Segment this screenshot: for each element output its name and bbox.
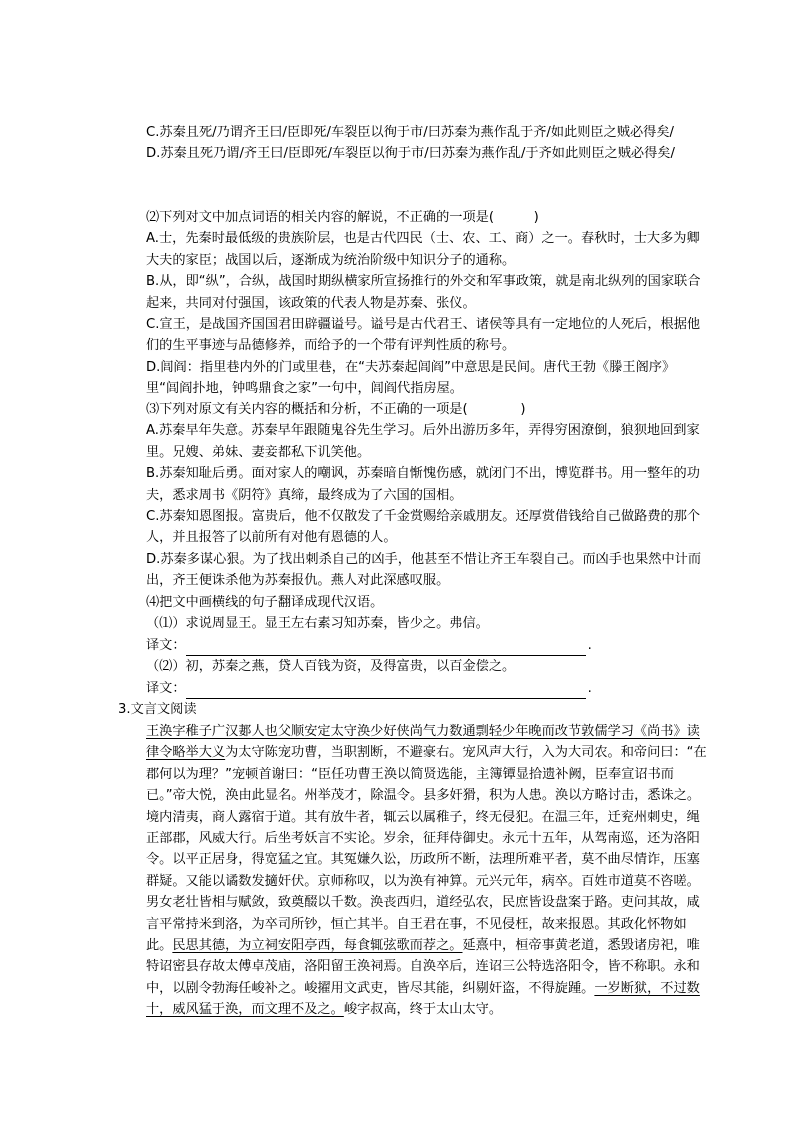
q1-option-c: C.苏秦且死/乃谓齐王曰/臣即死/车裂臣以徇于市/曰苏秦为燕作乱于齐/如此则臣之贼必得矣/: [146, 125, 674, 140]
passage-text-1: 为太守陈宠功曹，当职割断，不避豪右。宠风声大行，入为大司农。和帝问曰：“在郡何以为理？”宠顿首谢曰：“臣任功曹王涣以简贤选能，主簿镡显拾遗补阙，臣奉宣诏书而已。”帝大悦，涣由此显名。州举茂才，除温令。县多奸猾，积为人患。涣以方略讨击，悉诛之。境内清夷，商人露宿于道。其有放牛者，辄云以属稚子，终无侵犯。在温三年，迁兖州刺史，绳正部郡，风威大行。后坐考妖言不实论。岁余，征拜侍御史。永元十五年，从驾南巡，还为洛阳令。以平正居身，得宽猛之宜。其冤嫌久讼，历政所不断，法理所难平者，莫不曲尽情诈，压塞群疑。又能以谲数发擿奸伏。京师称叹，以为涣有神算。元兴元年，病卒。百姓市道莫不咨嗟。男女老壮皆相与赋敛，致奠醊以千数。涣丧西归，道经弘农，民庶皆设盘案于路。吏问其故，咸言平常持米到洛，为卒司所钞，恒亡其半。自王君在事，不见侵枉，故来报恩。其政化怀物如此。: [146, 745, 707, 954]
q2-option-c: C.宣王，是战国齐国国君田辟疆谥号。谥号是古代君王、诸侯等具有一定地位的人死后，根据他们的生平事迹与品德修养，而给予的一个带有评判性质的称号。: [146, 317, 701, 354]
q4-answer-row-2: [146, 678, 708, 699]
q2-option-a: A.士，先秦时最低级的贵族阶层，也是古代四民（士、农、工、商）之一。春秋时，士大多为卿大夫的家臣；战国以后，逐渐成为统治阶级中知识分子的通称。: [146, 231, 700, 268]
question-1-options: [146, 122, 708, 165]
question-4: [146, 592, 708, 699]
passage-underline-1: 王涣字稚子广汉郪人也父顺安定太守涣少好侠尚气力数通剽轻少年晚而改节敦儒学习《尚书》读律令略举大义: [146, 724, 700, 761]
q4-answer-period-2: .: [587, 680, 592, 696]
passage-paragraph: [146, 721, 708, 1021]
q2-option-d: D.闾阎：指里巷内外的门或里巷，在“夫苏秦起闾阎”中意思是民间。唐代王勃《滕王阁序》里“闾阎扑地，钟鸣鼎食之家”一句中，闾阎代指房屋。: [146, 359, 676, 397]
q4-answer-row-1: [146, 635, 708, 656]
passage-text-3: 峻字叔高，终于太山太守。: [343, 1002, 503, 1018]
q4-item-2: （⑵）初，苏秦之燕，贷人百钱为资，及得富贵，以百金偿之。: [146, 659, 516, 675]
q1-option-d: D.苏秦且死乃谓/齐王曰/臣即死/车裂臣以徇于市/曰苏秦为燕作乱/于齐如此则臣之贼必得矣/: [146, 146, 675, 162]
q3-option-a: A.苏秦早年失意。苏秦早年跟随鬼谷先生学习。后外出游历多年，弄得穷困潦倒，狼狈地回到家里。兄嫂、弟妹、妻妾都私下讥笑他。: [146, 423, 700, 460]
q3-option-d: D.苏秦多谋心狠。为了找出刺杀自己的凶手，他甚至不惜让齐王车裂自己。而凶手也果然中计而出，齐王便诛杀他为苏秦报仇。燕人对此深感叹服。: [146, 551, 702, 589]
question-3: [146, 399, 708, 592]
q3-option-c: C.苏秦知恩图报。富贵后，他不仅散发了千金赏赐给亲戚朋友。还厚赏借钱给自己做路费的那个人，并且报答了以前所有对他有恩德的人。: [146, 509, 701, 546]
q2-stem: ⑵下列对文中加点词语的相关内容的解说，不正确的一项是( ): [146, 210, 539, 225]
q4-item-1: （⑴）求说周显王。显王左右素习知苏秦，皆少之。弗信。: [146, 616, 489, 632]
passage-underline-3: 一岁断狱，不过数十，威风猛于涣，而文理不及之。: [146, 980, 700, 1018]
q4-answer-blank-1[interactable]: [186, 640, 586, 656]
section-3-title-wrap: [118, 699, 197, 720]
question-2: [146, 207, 708, 400]
q2-option-b: B.从，即“纵”，合纵，战国时期纵横家所宣扬推行的外交和军事政策，就是南北纵列的国家联合起来，共同对付强国，该政策的代表人物是苏秦、张仪。: [146, 274, 701, 311]
q4-answer-blank-2[interactable]: [186, 683, 586, 699]
q4-answer-label-1: 译文：: [146, 637, 186, 653]
passage-underline-2: 民思其德，为立祠安阳亭西，每食辄弦歌而荐之。: [172, 938, 463, 954]
q3-option-b: B.苏秦知耻后勇。面对家人的嘲讽，苏秦暗自惭愧伤感，就闭门不出，博览群书。用一整年的功夫，悉求周书《阴符》真缔，最终成为了六国的国相。: [146, 466, 700, 503]
q4-answer-period-1: .: [587, 637, 592, 653]
q3-stem: ⑶下列对原文有关内容的概括和分析，不正确的一项是( ): [146, 402, 526, 417]
section-3-passage: [146, 721, 708, 1021]
section-3-title: 3.文言文阅读: [118, 702, 197, 717]
passage-text-2: 延熹中，桓帝事黄老道，悉毁诸房祀，唯特诏密县存故太傅卓茂庙，洛阳留王涣祠焉。自涣卒后，连诏三公特选洛阳令，皆不称职。永和中，以剧令勃海任峻补之。峻擢用文武吏，皆尽其能，纠剔奸盗，不得旋踵。: [146, 938, 700, 996]
q4-answer-label-2: 译文：: [146, 680, 186, 696]
q4-stem: ⑷把文中画横线的句子翻译成现代汉语。: [146, 595, 384, 610]
